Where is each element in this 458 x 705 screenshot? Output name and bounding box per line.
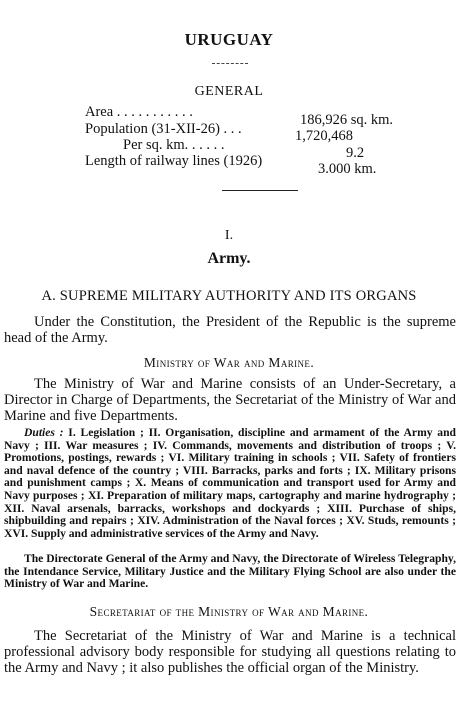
secretariat-heading: Secretariat of the Ministry of War and Marine. (89, 604, 369, 619)
duties-lead: Duties : (24, 426, 64, 439)
stat-population-label: Population (31-XII-26) . . . (85, 121, 242, 137)
general-heading: GENERAL (194, 84, 264, 99)
stat-density-label: Per sq. km. . . . . . (123, 137, 225, 153)
constitution-paragraph: Under the Constitution, the President of the Republic is the supreme head of the Army. (4, 314, 456, 346)
ministry-paragraph: The Ministry of War and Marine consists of an Under-Secretary, a Director in Charge of Departments, the Secretariat of the Ministry of War and Marine and five Departments. (4, 376, 456, 424)
subsection-heading: A. SUPREME MILITARY AUTHORITY AND ITS ORGANS (41, 288, 417, 304)
section-divider (222, 190, 298, 191)
stat-area-value: 186,926 sq. km. (300, 112, 394, 128)
section-number: I. (224, 228, 234, 243)
stat-density-value: 9.2 (346, 145, 365, 161)
secretariat-paragraph: The Secretariat of the Ministry of War and Marine is a technical professional advisory body responsible for studying all questions relating to the Army and Navy ; it also publishes the official organ of the Ministry. (4, 628, 456, 676)
duties-text: I. Legislation ; II. Organisation, discipline and armament of the Army and Navy ; III. War measures ; IV. Commands, movements and distribution of troops ; V. Promotions, postings, rewards ; VI. Military training in schools ; VII. Safety of frontiers and naval defence of the country ; VIII. Barracks, parks and forts ; IX. Military prisons and punishment camps ; X. Means of communication and transport used for Army and Navy purposes ; XI. Preparation of military maps, cartography and marine hydrography ; XII. Naval arsenals, barracks, workshops and dockyards ; XIII. Purchase of ships, shipbuilding and repairs ; XIV. Administration of the Naval forces ; XV. Studs, remounts ; XVI. Supply and administrative services of the Army and Navy. (4, 426, 456, 540)
section-title: Army. (207, 250, 251, 267)
stat-population-value: 1,720,468 (295, 128, 353, 144)
stat-railway-label: Length of railway lines (1926) (85, 153, 263, 169)
duties-paragraph (4, 427, 456, 540)
directorate-paragraph: The Directorate General of the Army and Navy, the Directorate of Wireless Telegraphy, the Intendance Service, Military Justice and the Military Flying School are also under the Ministry of War and Marine. (4, 552, 456, 591)
page-title: URUGUAY (184, 30, 274, 49)
ministry-heading: Ministry of War and Marine. (143, 355, 315, 370)
stat-railway-value: 3.000 km. (318, 161, 377, 177)
title-divider (212, 63, 248, 64)
stat-area-label: Area . . . . . . . . . . . (85, 104, 193, 120)
